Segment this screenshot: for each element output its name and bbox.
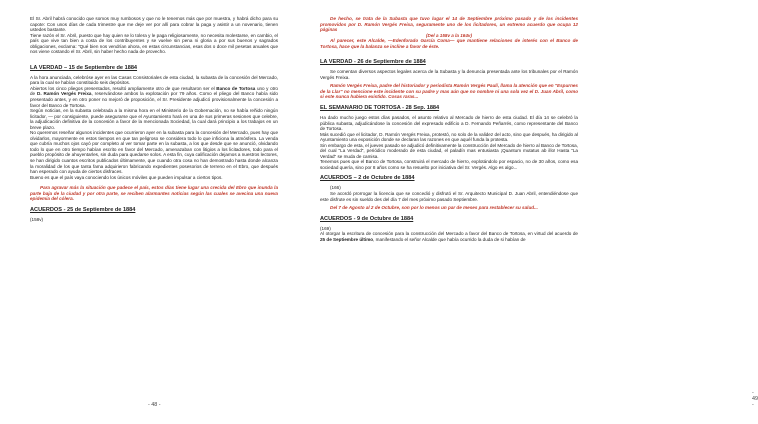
right-page bbox=[300, 0, 758, 424]
section-1-paragraph: No queremos reseñar algunos incidentes que ocurrieron ayer en la subasta para la concesión del Mercado, pues hay que olvidarlos, mayormente en estos tiempos en que tan peligroso se considera todo lo que inficiona la atmósfera. La venda que cubría muchos ojos cayó por completo al ver tomar parte en la subasta, a los que desde que se anunció, olvidando todo lo que en otro tiempo habían escrito en favor del Mercado, amenazaban con litigios a los licitadores, todo para el pueblo propósito de ahuyentarles, sin duda para quedarse solos. A esta fin, cuya calificación dejamos a nuestros lectores, se han dirigido cuantos escritos publicados últimamente, que cuando otra cosa no han demostrado hasta donde alcanza la moralidad de los que tanta fama adquirieron fabricando expedientes posesorios de terreno en el Ebro, que después han esperado con ayuda de ciertos disfraces. bbox=[30, 130, 278, 175]
intro-paragraph: El Sr. Abril habrá conocido que somos muy rumbosos y que no le tenemos más que por muestra, y habrá dicho para su capote: Con unos días de cada trimestre que me deje ver por allí para cobrar la paga y asistir a un novenario, tienen ustedes bastante. bbox=[30, 16, 278, 33]
section-heading-semanario: EL SEMANARIO DE TORTOSA - 28 Sep. 1884 bbox=[320, 105, 440, 112]
page-reference: (169) bbox=[320, 225, 331, 231]
editorial-note: Ramón Vergés Freixa, padre del historiador y periodista Ramón Vergés Paulí, llama la atención que en "Espurnes de la Llar" no mencione este incidente con su padre y mas aún que no nombre ni una sola vez el D. Juan Abril, como si este nunca hubiera existido. Cosas raras... bbox=[320, 83, 578, 100]
editorial-note: Del 7 de Agosto al 2 de Octubre, son por lo menos un par de meses para restablecer su salud... bbox=[330, 205, 538, 211]
section-heading-la-verdad-26: LA VERDAD - 26 de Septiembre de 1884 bbox=[320, 59, 426, 66]
section-6-text: Al otorgar la escritura de concesión para la construcción del Mercado a favor del Banco de Tortosa, en virtud del acuerdo de bbox=[320, 231, 578, 237]
page-number-right: - 49 - bbox=[752, 390, 758, 408]
editorial-note: Al parecer, este Alcalde, —Edenforado García Coma— que mantiene relaciones de interés con el Banco de Tortosa, hace que la balanza se incline a favor de éste. bbox=[320, 38, 578, 49]
editorial-note: De hecho, se trata de la Subasta que tuvo lugar el 14 de Septiembre próximo pasado y de los incidentes promovidos por D. Ramón Vergés Freixa, seguramente uno de los licitadores, un extremo acuerdo que ocupa 12 páginas bbox=[320, 16, 578, 33]
intro-paragraph-2: Tiene razón el Sr. Abril, puesto que hay quien se lo tolera y le paga religiosamente, no necesita molestarse, en cambio, el país que vive tan bien a costa de los contribuyentes y se vuelve sin pena ni gloria a por sus buenos y sagrados obligaciones, exclama: "Qué bien nos vendrían ahora, en estas circunstancias, esas dos o doce mil pesetas anuales que nos viene costando el Sr. Abril, sin haber hecho nada de provecho. bbox=[30, 32, 278, 55]
section-4-paragraph: Ha dado mucho juego estos días pasados, el asunto relativo al Mercado de hierro de esta ciudad. El día 14 se celebró la pública subasta, adjudicándose la concesión del expresado edificio a D. Fernando Peñarrés, como representante del Banco de Tortosa. bbox=[320, 115, 578, 132]
section-5-paragraph: Se acordó prorrogar la licencia que se concedió y disfrutó el Sr. Arquitecto Municipal D. Juan Abril, entendiéndose que este disfrute es sin sueldo des del día 7 del mes próximo pasado Septiembre. bbox=[320, 191, 578, 202]
section-heading-acuerdos-2-oct: ACUERDOS – 2 de Octubre de 1884 bbox=[320, 175, 415, 182]
page-reference: (158v) bbox=[30, 216, 44, 222]
section-4-paragraph: Sin embargo de esta, el jueves pasado se adjudicó definitivamente la construcción del Mercado de hierro al Banco de Tortosa, del cual "La Verdad", periódico moderado de esta ciudad, el paladín mas entusiasta ¡Quantum mutatus ab illo! Hasta "La Verdad" se muda de camisa. bbox=[320, 142, 578, 159]
section-6-date: 25 de Septiembre último bbox=[320, 236, 374, 242]
editorial-note-ref: (Del a 158v a la 164v) bbox=[426, 32, 472, 38]
section-4-paragraph: Tenemos pues que el Banco de Tortosa, construirá el mercado de hierro, explotándolo por espacio, no de 30 años, como esa sociedad quería, sino por 8 años como se ha resuelto por iniciativa del Sr. Vergés. Algo es algo... bbox=[320, 159, 578, 170]
section-heading-acuerdos-9-oct: ACUERDOS - 9 de Octubre de 1884 bbox=[320, 215, 414, 222]
section-1-paragraph: A la hora anunciada, celebróse ayer en las Casas Consistoriales de esta ciudad, la subasta de la concesión del Mercado, para la cual se habían constituido seis depósitos. bbox=[30, 74, 278, 86]
section-1-paragraph: Abiertos los cinco pliegos presentados, resultó ampliamente otro de que resultaron ser el Banco de Tortosa uno y otro de D. Ramón Vergés Freixa, reservándose ambos la explotación por 79 años. Como el pliego del Banco había sido presentado antes, y en otro poner no mejoró de proposición, el Sr. Presidente adjudicó provisionalmente la concesión a favor del Banco de Tortosa. bbox=[30, 85, 278, 108]
right-column bbox=[320, 16, 578, 242]
left-page bbox=[0, 0, 300, 424]
page-number-left: - 48 - bbox=[148, 402, 161, 408]
section-heading-acuerdos-25: ACUERDOS - 25 de Septiembre de 1884 bbox=[30, 206, 136, 213]
left-column bbox=[30, 16, 278, 222]
section-1-paragraph: Bueno es que el país vaya conociendo los únicos móviles que pueden impulsar a ciertos tipos. bbox=[30, 174, 223, 180]
page-reference: (166) bbox=[330, 185, 341, 191]
section-heading-la-verdad-15: LA VERDAD – 15 de Septiembre de 1884 bbox=[30, 64, 138, 71]
section-6-text: , manifestando el señor Alcalde que había ocurrido la duda de si habían de bbox=[373, 236, 526, 242]
editorial-note: Para agravar más la situación que padece el país, estos días tiene lugar una crecida del Ebro que inunda la parte baja de la ciudad y por otra parte, se reciben alarmantes noticias según las cuales se avecina una nueva epidemia del cólera. bbox=[30, 185, 278, 202]
section-4-paragraph: Más sucedió que el licitador, D. Ramón Vergés Freixa, protestó, no solo de la validez del acto, sino que después, ha dirigido al Ayuntamiento una exposición donde se declaran las razones en que aquél funda la protesta. bbox=[320, 131, 578, 143]
section-1-paragraph: Según noticias, en la subasta celebrada a la misma hora en el Ministerio de la Gobernación, no se había reñido ningún licitador, — por consiguiente, puede asegurarse que el Ayuntamiento hará en una de sus primeras sesiones que celebre, la adjudicación definitiva de la concesión a favor de la mencionada Sociedad, la cual dará principio a los trabajos en un breve plazo. bbox=[30, 108, 278, 130]
section-6-paragraph bbox=[320, 231, 578, 242]
section-3-paragraph: Se comentan diversos aspectos legales acerca de la Subasta y la denuncia presentada ante los tribunales por el Ramón Vergés Freixa. bbox=[320, 69, 578, 80]
